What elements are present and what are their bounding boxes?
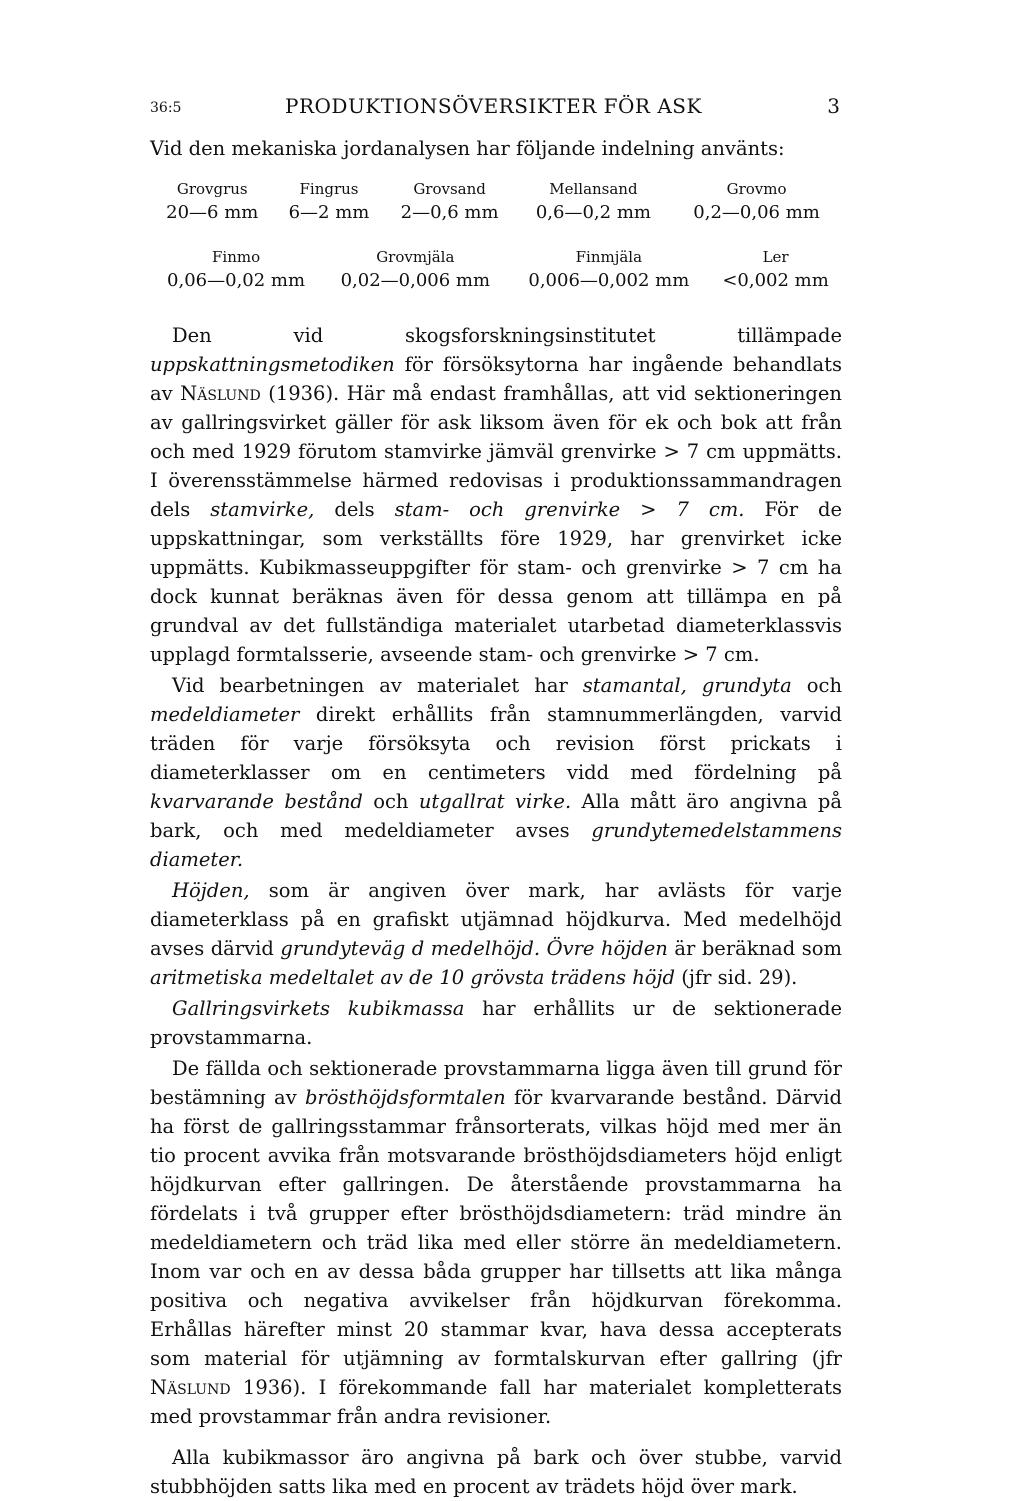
emphasis: brösthöjdsformtalen (304, 1086, 506, 1109)
grain-class-range: <0,002 mm (722, 270, 829, 291)
text-run: 1936). I förekommande fall har materialet kompletterats med provstammar från andra revisioner. (150, 1376, 842, 1428)
text-run: Alla mått äro angivna på bark, och med medeldiameter avses (150, 790, 842, 842)
text-run: För de uppskattningar, som verkställts före 1929, har grenvirket icke uppmätts. Kubikmasseuppgifter för stam- och grenvirke > 7 cm ha dock kunnat beräknas även för dessa genom att tillämpa en på grundval av det fullständiga materialet utarbetad diameterklassvis upplagd formtalsserie, avseende stam- och grenvirke > 7 cm. (150, 498, 843, 666)
author-citation: Näslund (180, 382, 261, 405)
grain-class-ranges (150, 199, 842, 227)
grain-class-name: Mellansand (549, 180, 638, 198)
page-number: 3 (827, 94, 840, 118)
paragraph-volumes: Alla kubikmassor äro angivna på bark och över stubbe, varvid stubbhöjden satts lika med en procent av trädets höjd över mark. (150, 1446, 842, 1498)
grain-class-names (150, 175, 842, 199)
intro-sentence: Vid den mekaniska jordanalysen har följande indelning använts: (150, 137, 785, 160)
text-run: Vid bearbetningen av materialet har (172, 674, 583, 697)
paragraph-measurement-method (150, 321, 842, 669)
grain-class-range: 0,6—0,2 mm (535, 202, 651, 223)
running-title: PRODUKTIONSÖVERSIKTER FÖR ASK (285, 94, 702, 118)
grain-class-names (150, 243, 842, 267)
text-run: för kvarvarande bestånd. Därvid ha först de gallringsstammar frånsorterats, vilkas höjd med mer än tio procent avvika från motsvarande brösthöjdsdiameters höjd enligt höjdkurvan efter gallringen. De återstående provstammarna ha fördelats i två grupper efter brösthöjdsdiametern: träd mindre än medeldiametern och träd lika med eller större än medeldiametern. Inom var och en av dessa båda grupper har tillsetts att lika många positiva och negativa avvikelser från höjdkurvan förekomma. Erhållas härefter minst 20 stammar kvar, hava dessa accepterats som material för utjämning av formtalskurvan efter gallring (jfr (150, 1086, 842, 1370)
grain-class-name: Grovmjäla (376, 248, 455, 266)
emphasis: stam- och grenvirke > 7 cm. (394, 498, 745, 521)
emphasis: aritmetiska medeltalet av de 10 grövsta trädens höjd (150, 966, 676, 989)
grain-class-range: 0,2—0,06 mm (693, 202, 820, 223)
emphasis: Höjden, (172, 879, 250, 902)
running-header (150, 94, 840, 124)
grain-class-range: 20—6 mm (166, 202, 259, 223)
text-run: De fällda och sektionerade provstammarna ligga även till grund för bestämning av (150, 1057, 842, 1109)
author-citation: Näslund (150, 1376, 231, 1399)
emphasis: grundytemedelstammens diameter. (150, 819, 842, 871)
volume-number: 36:5 (150, 100, 182, 116)
body-text (150, 134, 842, 1501)
text-run: Den vid skogsforskningsinstitutet tillämpade (172, 324, 842, 347)
grain-class-name: Finmjäla (575, 248, 643, 266)
grain-class-range: 6—2 mm (288, 202, 370, 223)
paragraph-height (150, 876, 842, 992)
grain-class-name: Finmo (211, 248, 261, 266)
grain-class-ranges (150, 267, 842, 295)
grain-class-range: 0,06—0,02 mm (167, 270, 306, 291)
grain-class-name: Ler (762, 248, 789, 266)
emphasis: Övre höjden (546, 937, 668, 960)
paragraph-form-factors (150, 1054, 842, 1431)
grain-class-table-row2 (150, 243, 842, 295)
text-run: och (791, 674, 842, 697)
text-run: (1936). Här må endast framhållas, att vid sektioneringen av gallringsvirket gäller för ask liksom även för ek och bok att från och med 1929 förutom stamvirke jämväl grenvirke > 7 cm uppmätts. I överensstämmelse härmed redovisas i produktionssammandragen dels (150, 382, 842, 521)
emphasis: stamantal, grundyta (582, 674, 792, 697)
text-run: dels (314, 498, 395, 521)
text-run: har erhållits ur de sektionerade provstammarna. (150, 997, 843, 1049)
emphasis: kvarvarande bestånd (150, 790, 363, 813)
text-run: som är angiven över mark, har avlästs för varje diameterklass på en grafiskt utjämnad höjdkurva. Med medelhöjd avses därvid (150, 879, 842, 960)
text-run: (jfr sid. 29). (675, 966, 798, 989)
emphasis: grundyteväg d medelhöjd. (280, 937, 541, 960)
emphasis: utgallrat virke. (418, 790, 572, 813)
text-run: är beräknad som (667, 937, 842, 960)
grain-class-range: 0,02—0,006 mm (340, 270, 491, 291)
paragraph-processing (150, 671, 842, 874)
grain-class-name: Grovmo (726, 180, 787, 198)
grain-class-name: Grovsand (413, 180, 486, 198)
paragraph-thinning-volume (150, 994, 842, 1052)
emphasis: uppskattningsmetodiken (150, 353, 395, 376)
text-run: direkt erhållits från stamnummerlängden, varvid träden för varje försöksyta och revision först prickats i diameterklasser om en centimeters vidd med fördelning på (150, 703, 842, 784)
text-run: för försöksytorna har ingående behandlats av (150, 353, 842, 405)
emphasis: medeldiameter (150, 703, 300, 726)
grain-class-name: Fingrus (299, 180, 359, 198)
grain-class-range: 0,006—0,002 mm (528, 270, 690, 291)
grain-class-range: 2—0,6 mm (400, 202, 499, 223)
text-run: och (362, 790, 419, 813)
grain-class-table-row1 (150, 175, 842, 227)
emphasis: Gallringsvirkets kubikmassa (172, 997, 465, 1020)
grain-class-name: Grovgrus (176, 180, 248, 198)
emphasis: stamvirke, (210, 498, 315, 521)
